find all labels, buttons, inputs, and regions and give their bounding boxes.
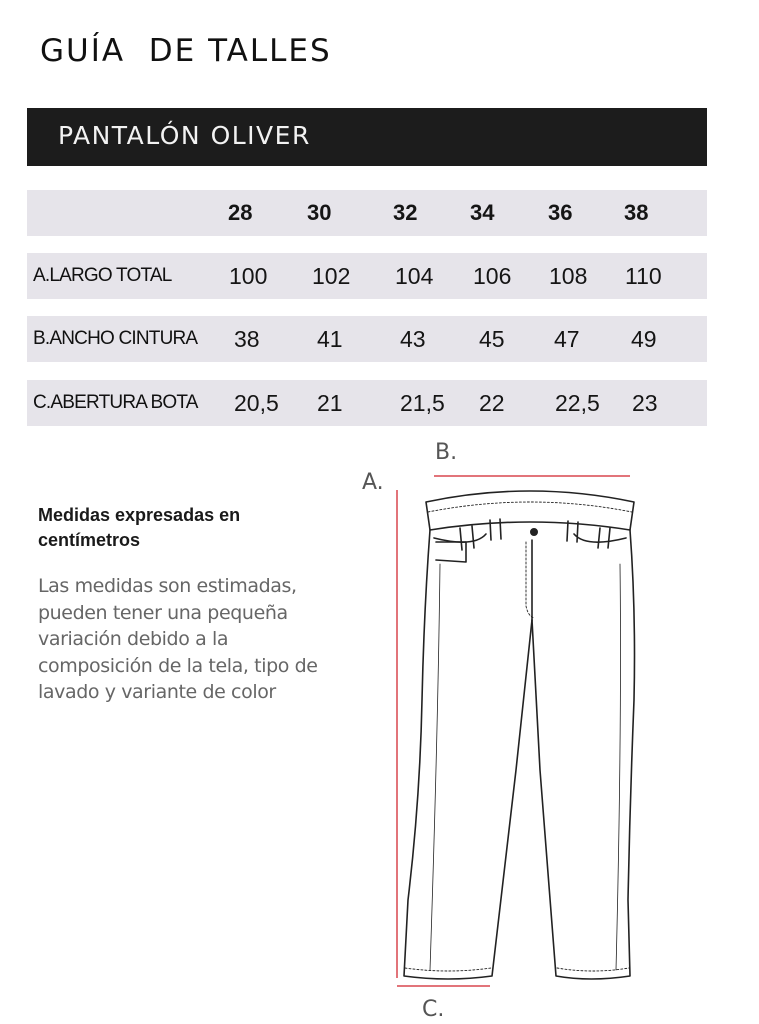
table-cell: 47 xyxy=(554,326,580,352)
table-cell: 45 xyxy=(479,326,505,352)
table-cell: 100 xyxy=(229,263,268,289)
product-banner xyxy=(27,108,707,166)
table-cell: 104 xyxy=(395,263,434,289)
product-name: PANTALÓN OLIVER xyxy=(58,121,311,150)
table-cell: 20,5 xyxy=(234,390,279,416)
table-cell: 106 xyxy=(473,263,512,289)
table-cell: 108 xyxy=(549,263,588,289)
table-row-abertura-bota xyxy=(27,380,707,426)
row-label: A.LARGO TOTAL xyxy=(33,265,172,286)
measure-label-c: C. xyxy=(422,997,445,1022)
size-36: 36 xyxy=(548,200,573,225)
table-cell: 22,5 xyxy=(555,390,600,416)
table-cell: 43 xyxy=(400,326,426,352)
page-title: GUÍA DE TALLES xyxy=(40,33,332,69)
pants-technical-drawing xyxy=(390,470,650,990)
size-28: 28 xyxy=(228,200,253,225)
size-38: 38 xyxy=(624,200,649,225)
table-row-largo-total xyxy=(27,253,707,299)
row-label: C.ABERTURA BOTA xyxy=(33,392,198,413)
size-32: 32 xyxy=(393,200,418,225)
table-cell: 23 xyxy=(632,390,658,416)
table-row-ancho-cintura xyxy=(27,316,707,362)
table-cell: 49 xyxy=(631,326,657,352)
table-cell: 102 xyxy=(312,263,351,289)
table-cell: 22 xyxy=(479,390,505,416)
measure-label-b: B. xyxy=(435,440,458,465)
measure-label-a: A. xyxy=(362,470,384,495)
size-header-row xyxy=(27,190,707,236)
table-cell: 38 xyxy=(234,326,260,352)
size-34: 34 xyxy=(470,200,495,225)
table-cell: 110 xyxy=(625,263,662,289)
pants-outline xyxy=(404,491,635,979)
size-30: 30 xyxy=(307,200,332,225)
table-cell: 21,5 xyxy=(400,390,445,416)
note-heading: Medidas expresadas en centímetros xyxy=(38,505,241,550)
table-cell: 41 xyxy=(317,326,343,352)
row-label: B.ANCHO CINTURA xyxy=(33,328,198,349)
note-body: Las medidas son estimadas, pueden tener una pequeña variación debido a la composición de la tela, tipo de lavado y variante de color xyxy=(38,575,318,703)
table-cell: 21 xyxy=(317,390,343,416)
